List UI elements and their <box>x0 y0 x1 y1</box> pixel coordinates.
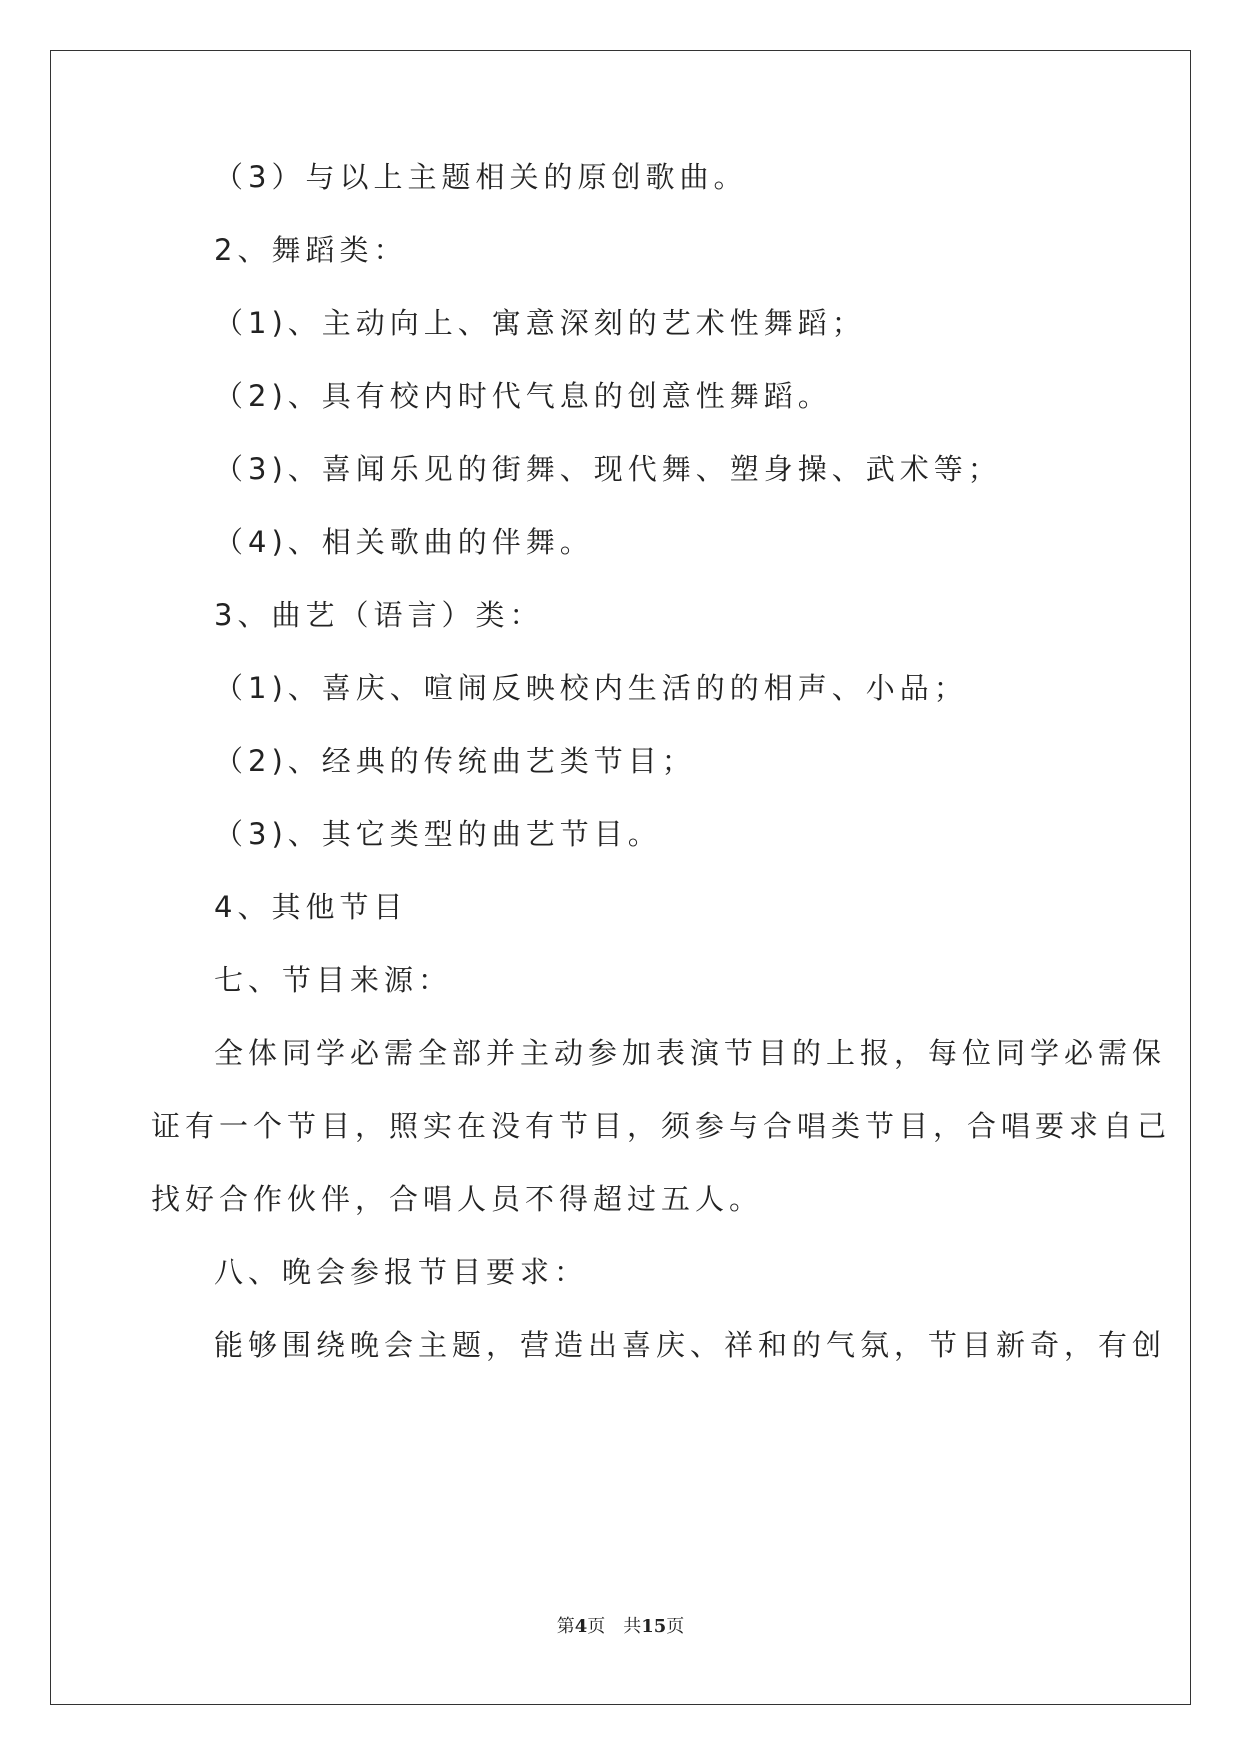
text-line: （2)、具有校内时代气息的创意性舞蹈。 <box>214 379 832 413</box>
text-line: （2)、经典的传统曲艺类节目； <box>214 744 696 778</box>
text-line: （1)、喜庆、喧闹反映校内生活的的相声、小品； <box>214 671 968 705</box>
footer-prefix: 第 <box>556 1616 575 1637</box>
text-line: （3）与以上主题相关的原创歌曲。 <box>214 160 748 194</box>
section-heading: 2、舞蹈类： <box>214 233 408 267</box>
section-heading: 八、晚会参报节目要求： <box>214 1255 589 1289</box>
section-heading: 七、节目来源： <box>214 963 453 997</box>
text-line: （3)、其它类型的曲艺节目。 <box>214 817 662 851</box>
text-line: （3)、喜闻乐见的街舞、现代舞、塑身操、武术等； <box>214 452 1002 486</box>
paragraph-line: 找好合作伙伴，合唱人员不得超过五人。 <box>151 1182 764 1216</box>
paragraph-line: 全体同学必需全部并主动参加表演节目的上报，每位同学必需保 <box>214 1036 1167 1070</box>
page-footer <box>0 1612 1241 1638</box>
section-heading: 4、其他节目 <box>214 890 408 924</box>
total-page-number: 15 <box>641 1616 667 1637</box>
section-heading: 3、曲艺（语言）类： <box>214 598 544 632</box>
current-page-number: 4 <box>574 1616 588 1637</box>
text-line: （1)、主动向上、寓意深刻的艺术性舞蹈； <box>214 306 866 340</box>
footer-mid: 页 共 <box>587 1616 642 1637</box>
footer-suffix: 页 <box>666 1616 685 1637</box>
paragraph-line: 能够围绕晚会主题，营造出喜庆、祥和的气氛，节目新奇，有创 <box>214 1328 1167 1362</box>
text-line: （4)、相关歌曲的伴舞。 <box>214 525 594 559</box>
paragraph-line: 证有一个节目，照实在没有节目，须参与合唱类节目，合唱要求自己 <box>151 1109 1172 1143</box>
page-border <box>50 50 1191 1705</box>
